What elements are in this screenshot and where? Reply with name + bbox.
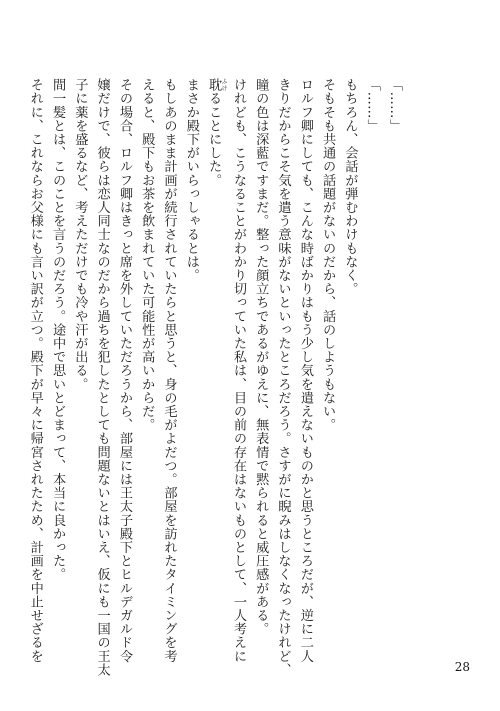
text-line: ロルフ卿にしても、こんな時ばかりはもう少し気を遣えないものかと思うところだが、逆に二人	[297, 78, 313, 663]
text-line: 間一髪とは、このことを言うのだろう。途中で思いとどまって、本当に良かった。	[50, 78, 66, 582]
text-line: 嬢だけで、彼らは恋人同士なのだから過ちを犯したとしても問題ないとはいえ、仮にも一国の王太	[94, 78, 110, 677]
text-line: 瞳の色は深藍ですまだ。整った顔立ちであるがゆえに、無表情で黙られると威圧感がある。	[253, 78, 269, 636]
text-line: 「……」	[387, 78, 402, 133]
text-line: 「……」	[364, 78, 380, 133]
text-line: まさか殿下がいらっしゃるとは。	[183, 78, 199, 282]
vertical-text-body	[23, 78, 405, 677]
text-line: もちろん、会話が弾むわけもなく。	[342, 78, 358, 296]
text-line: きりだからこそ気を遣う意味がないといったところだろう。さすがに睨みはしなくなったけれど、	[275, 78, 291, 677]
ruby-word: 耽 ふけ	[206, 78, 228, 92]
text-line: その場合、ロルフ卿はきっと席を外していただろうから、部屋には王太子殿下とヒルデガルド令	[116, 78, 132, 663]
text-line: えると、殿下もお茶を飲まれていた可能性が高いからだ。	[139, 78, 155, 432]
text-line: けれども、こうなることがわかり切っていた私は、目の前の存在はないものとして、一人考えに	[230, 78, 246, 663]
text-line: そもそも共通の話題がないのだから、話のしようもない。	[320, 78, 336, 432]
page-number: 28	[454, 660, 470, 674]
text-line: もしあのまま計画が続行されていたらと思うと、身の毛がよだつ。部屋を訪れたタイミングを考	[161, 78, 177, 663]
text-line: それに、これならお父様にも言い訳が立つ。殿下が早々に帰宮されたため、計画を中止せざるを	[27, 78, 43, 663]
text-line: 子に薬を盛るなど、考えただけでも冷や汗が出る。	[72, 78, 88, 391]
text-line-with-ruby: 耽 ふけることにした。	[206, 78, 228, 187]
